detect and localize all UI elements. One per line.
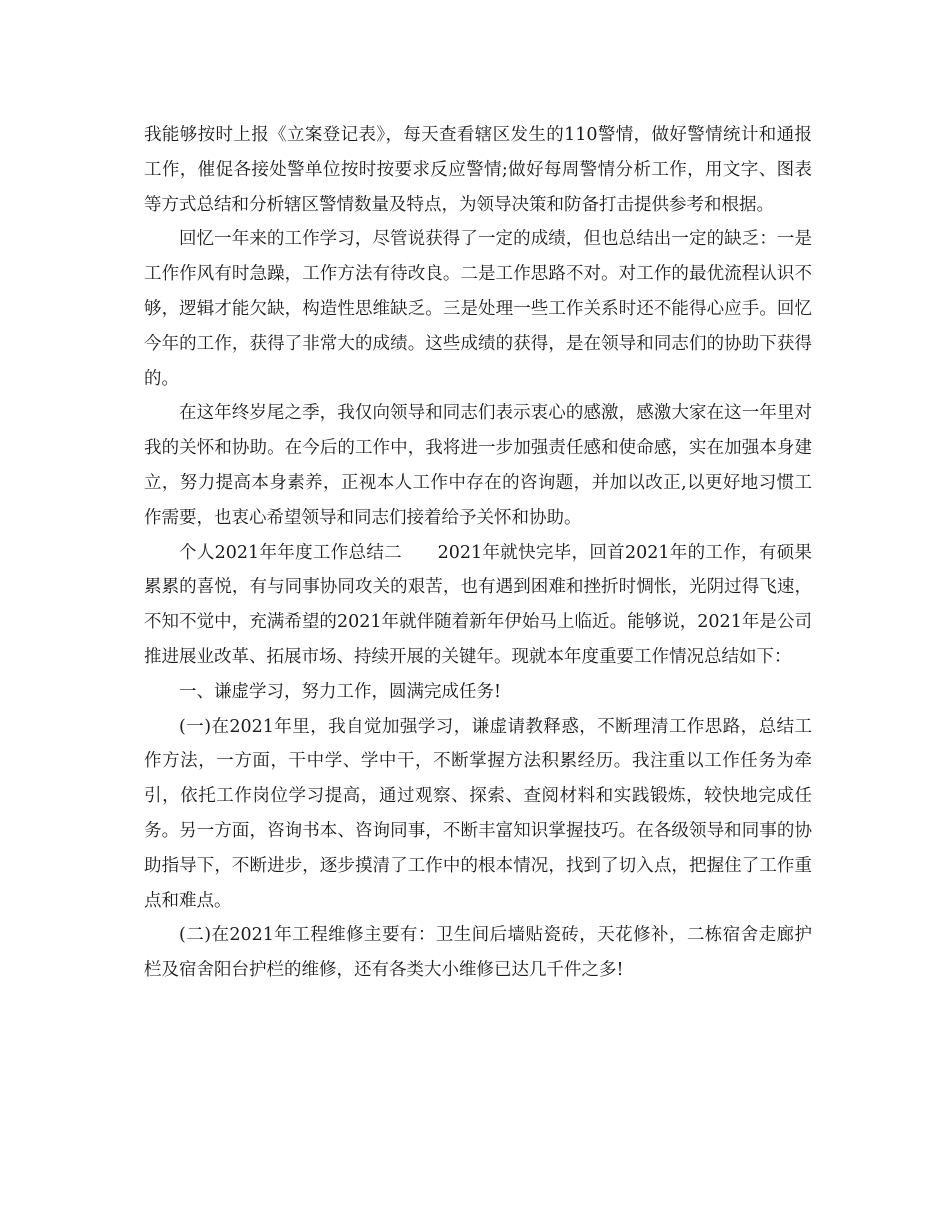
section-heading-one: 一、谦虚学习，努力工作，圆满完成任务! (179, 681, 502, 702)
paragraph-summary-two: 个人2021年年度工作总结二 2021年就快完毕，回首2021年的工作，有硕果累累的喜悦，有与同事协同攻关的艰苦，也有遇到困难和挫折时惆怅，光阴过得飞速，不知不觉中，充满希望的2021年就伴随着新年伊始马上临近。能够说，2021年是公司推进展业改革、拓展市场、持续开展的关键年。现就本年度重要工作情况总结如下： (144, 542, 812, 667)
paragraph-item-one: (一)在2021年里，我自觉加强学习，谦虚请教释惑，不断理清工作思路，总结工作方法，一方面，干中学、学中干，不断掌握方法积累经历。我注重以工作任务为牵引，依托工作岗位学习提高，通过观察、探索、查阅材料和实践锻炼，较快地完成任务。另一方面，咨询书本、咨询同事，不断丰富知识掌握技巧。在各级领导和同事的协助指导下，不断进步，逐步摸清了工作中的根本情况，找到了切入点，把握住了工作重点和难点。 (144, 716, 812, 911)
paragraph-item-two: (二)在2021年工程维修主要有：卫生间后墙贴瓷砖，天花修补，二栋宿舍走廊护栏及宿舍阳台护栏的维修，还有各类大小维修已达几千件之多! (144, 925, 812, 981)
paragraph-thanks: 在这年终岁尾之季，我仅向领导和同志们表示衷心的感激，感激大家在这一年里对我的关怀和协助。在今后的工作中，我将进一步加强责任感和使命感，实在加强本身建立，努力提高本身素养，正视本人工作中存在的咨询题，并加以改正,以更好地习惯工作需要，也衷心希望领导和同志们接着给予关怀和协助。 (144, 403, 812, 528)
paragraph-continued: 我能够按时上报《立案登记表》，每天查看辖区发生的110警情，做好警情统计和通报工作，催促各接处警单位按时按要求反应警情;做好每周警情分析工作，用文字、图表等方式总结和分析辖区警情数量及特点，为领导决策和防备打击提供参考和根据。 (144, 125, 812, 215)
paragraph-shortcomings: 回忆一年来的工作学习，尽管说获得了一定的成绩，但也总结出一定的缺乏：一是工作作风有时急躁，工作方法有待改良。二是工作思路不对。对工作的最优流程认识不够，逻辑才能欠缺，构造性思维缺乏。三是处理一些工作关系时还不能得心应手。回忆今年的工作，获得了非常大的成绩。这些成绩的获得，是在领导和同志们的协助下获得的。 (144, 229, 812, 389)
document-body (144, 118, 812, 988)
